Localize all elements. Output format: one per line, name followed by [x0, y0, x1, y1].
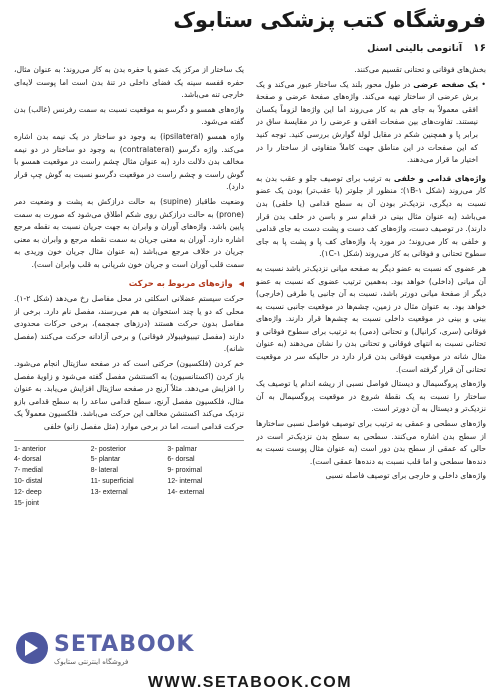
- running-head: [14, 42, 486, 54]
- footnote-item: 8- lateral: [90, 467, 118, 475]
- site-url[interactable]: WWW.SETABOOK.COM: [147, 674, 353, 691]
- footnote-row: [14, 466, 244, 477]
- footnote-item: 9- proximal: [167, 467, 202, 475]
- bold-term: واژه‌های قدامی و خلفی: [393, 173, 486, 183]
- footnote-item: 14- external: [167, 488, 205, 496]
- footnote-item: 12- internal: [167, 478, 203, 486]
- logo-tagline: فروشگاه اینترنتی ستابوک: [54, 658, 129, 666]
- paragraph: یک ساختار از مرکز یک عضو یا حفره بدن به کار می‌روند؛ به عنوان مثال، حفره قفسه سینه یک فضای داخلی در تنهٔ بدن است اما پوست لایه‌ای خارجی تنه می‌باشد.: [14, 65, 244, 100]
- footnote-item: 1- anterior: [14, 445, 46, 453]
- two-column-body: [14, 64, 486, 660]
- footnote-item: 12- deep: [14, 488, 42, 496]
- bold-term: یک صفحه عرضی: [413, 79, 478, 89]
- left-column: [14, 64, 244, 660]
- paragraph: [256, 173, 486, 261]
- footnote-row: [14, 499, 244, 510]
- footnote-item: 15- joint: [14, 499, 39, 507]
- store-title: فروشگاه کتب پزشکی ستابوک: [173, 8, 486, 32]
- footnote-item: [167, 499, 244, 510]
- bullet-paragraph: [256, 79, 486, 167]
- footnote-item: 13- external: [90, 488, 128, 496]
- footnote-row: [14, 488, 244, 499]
- paragraph-text: به ترتیب برای توصیف جلو و عقب بدن به کار می‌روند (شکل ۱B-۱)؛ منظور از جلوتر (یا عقب‌تر) بودن یک عضو نسبت به دیگری، نزدیک‌تر بودن آن به سطح قدامی (یا خلفی) بدن می‌باشد (به عنوان مثال بینی در قدام سر و باسن در خلف بدن قرار دارند). در توصیف دست، واژه‌های کف دست و پشت دست به جای قدامی و خلفی به کار می‌روند؛ در مورد پا، واژه‌های کف پا و پشت پا به جای سطوح تحتانی و فوقانی به کار می‌روند (شکل ۱C-۱).: [256, 173, 486, 259]
- footnote-row: [14, 445, 244, 456]
- footnote-item: [91, 499, 168, 510]
- footnote-item: 3- palmar: [167, 445, 197, 453]
- play-logo-icon: [16, 632, 48, 664]
- footnote-item: 11- superficial: [90, 478, 134, 486]
- footnote-item: 7- medial: [14, 467, 43, 475]
- footnote-item: 10- distal: [14, 478, 43, 486]
- footnote-row: [14, 477, 244, 488]
- footnote-row: [14, 455, 244, 466]
- right-column: [256, 64, 486, 660]
- setabook-logo: [16, 630, 195, 670]
- footnote-item: 4- dorsal: [14, 456, 42, 464]
- paragraph: خم کردن (فلکسیون) حرکتی است که در صفحه ساژیتال انجام می‌شود. باز کردن (اکستانسیون) به اکستنشن مفصل گفته می‌شود و زاویهٔ مفصل را افزایش می‌دهد. مثلاً آرنج در صفحه ساژیتال افزایش می‌یابد. به عنوان مثال، فلکسیون مفصل آرنج، سطح قدامی ساعد را به سطح قدامی بازو نزدیک می‌کند اکستنشن مخالف این حرکت می‌باشد. فلکسیون معمولاً یک حرکت قدامی است، اما در برخی موارد (مثل مفصل زانو) خلفی: [14, 359, 244, 432]
- paragraph: واژه‌های همسو و دگرسو به موقعیت نسبت به سمت رفرنس (غالب) بدن گفته می‌شود.: [14, 104, 244, 127]
- footnote-item: 6- dorsal: [167, 456, 195, 464]
- footnotes: [14, 440, 244, 510]
- section-heading-text: واژه‌های مربوط به حرکت: [128, 277, 233, 288]
- paragraph: وضعیت طاقباز (supine) به حالت درازکش به پشت و وضعیت دمر (prone) به حالت درازکش روی شکم اطلاق می‌شود که صورت به سمت پایین باشد. واژه‌های آوران و وابران به جهت جریان نسبت به نقطه مرجع اشاره دارد. آوران به معنی جریان به سمت نقطه مرجع و وابران به معنی جریان در خلاف مرجع می‌باشد (به عنوان مثال جریان خون وریدی به سمت قلب آوران است و جریان خون شریانی به قلب وابران است).: [14, 196, 244, 269]
- paragraph: واژه همسو (ipsilateral) به وجود دو ساختار در یک نیمه بدن اشاره می‌کند. واژه دگرسو (contralateral) به وجود دو ساختار در دو نیمه مخالف بدن دلالت دارد (به عنوان مثال چشم راست در موقعیت همسو با گوش راست و چشم راست در موقعیت دگرسو نسبت به گوش چپ قرار دارد).: [14, 131, 244, 192]
- paragraph-text: در طول محور بلند یک ساختار عبور می‌کند و یک برش عرضی از ساختار تهیه می‌کند. واژه‌های صفحهٔ عرضی و صفحهٔ افقی معمولاً به جای هم به کار می‌روند اما این واژه‌ها لزوماً یکسان نیستند. تفاوت‌های بین صفحات افقی و عرضی را در مقایسهٔ ساق در برابر پا و همچنین شکم در مقابل لولهٔ گوارش بررسی کنید. توجه کنید که این صفحات در این مناطق جهت کاملاً متفاوتی از ساختار را در اختیار ما قرار می‌دهند.: [256, 79, 478, 165]
- paragraph: واژه‌های سطحی و عمقی به ترتیب برای توصیف فواصل نسبی ساختارها از سطح بدن اشاره می‌کنند. سطحی به سطح بدن نزدیک‌تر است در حالی که عمقی از سطح بدن دور است (به عنوان مثال پوست نسبت به دنده‌ها سطحی و اما قلب نسبت به دنده‌ها عمقی است).: [256, 419, 486, 466]
- paragraph: حرکت سیستم عضلانی اسکلتی در محل مفاصل رخ می‌دهد (شکل ۲-۱). محلی که دو یا چند استخوان به هم می‌رسند، مفصل نام دارد. برخی از مفاصل بدون حرکت هستند (درزهای جمجمه)، برخی حرکات محدودی دارند (مفصل تیبیوفیبولار فوقانی) و برخی آزادانه حرکت می‌کنند (مفصل شانه).: [14, 294, 244, 354]
- footnote-item: 5- plantar: [90, 456, 121, 464]
- paragraph: بخش‌های فوقانی و تحتانی تقسیم می‌کنند.: [354, 65, 486, 74]
- page-number: ۱۶: [473, 42, 486, 54]
- logo-brand: SETABOOK: [54, 632, 195, 657]
- paragraph: واژه‌های پروگسیمال و دیستال فواصل نسبی از ریشه اندام یا توصیف یک ساختار را نسبت به یک نقطهٔ شروع در موقعیت پروگسیمال به آن نزدیک‌تر و دیستال به آن دورتر است.: [256, 379, 486, 414]
- footnote-item: 2- posterior: [90, 445, 127, 453]
- book-name: آناتومی بالینی اسنل: [367, 43, 463, 54]
- section-heading: [14, 277, 244, 291]
- page-header: [14, 8, 486, 64]
- triangle-bullet-icon: ◀: [238, 279, 244, 288]
- paragraph: واژه‌های داخلی و خارجی برای توصیف فاصله نسبی: [325, 471, 486, 481]
- paragraph: هر عضوی که نسبت به عضو دیگر به صفحه میانی نزدیک‌تر باشد نسبت به آن میانی (داخلی) خواهد بود. به‌همین ترتیب عضوی که نسبت به عضو دیگر از صفحهٔ میانی دورتر باشد، نسبت به آن جانبی یا طرفی (خارجی) خواهد بود. به عنوان مثال در زمین، چشم‌ها در موقعیت جانبی نسبت به بینی و بینی در موقعیت داخلی نسبت به چشم‌ها قرار دارند. واژه‌های فوقانی (سری، کرانیال) و تحتانی (دمی) به ترتیب برای سطوح فوقانی و تحتانی نسبت به انتهای فوقانی و تحتانی بدن را نشان می‌دهند (به عنوان مثال شانه در موقعیت فوقانی بدن قرار دارد در حالیکه سر در موقعیت تحتانی آن قرار گرفته است).: [256, 263, 486, 374]
